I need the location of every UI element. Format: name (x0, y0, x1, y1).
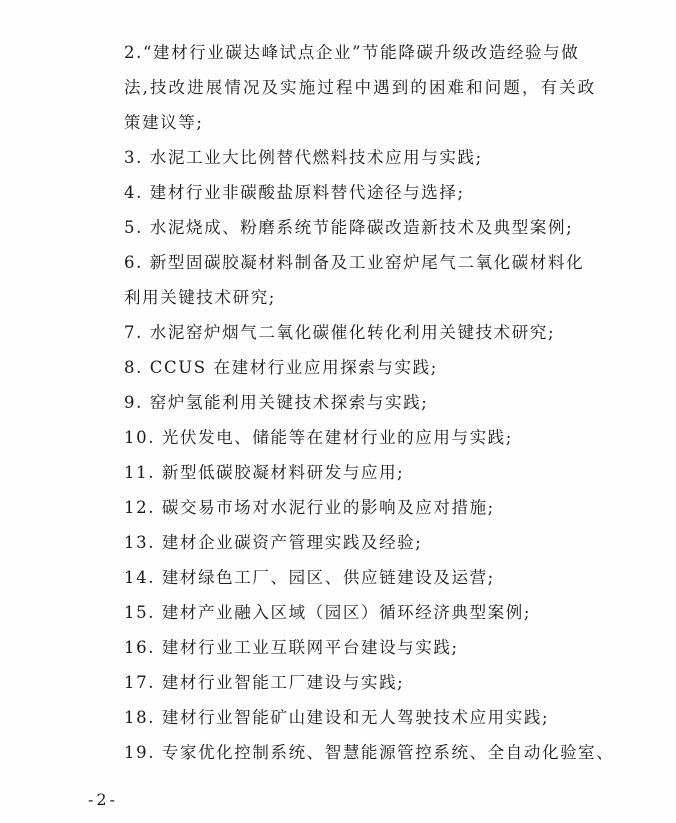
text-line-item-17: 17. 建材行业智能工厂建设与实践; (124, 673, 405, 692)
text-line-item-15: 15. 建材产业融入区域（园区）循环经济典型案例; (124, 603, 532, 622)
text-line-item-16: 16. 建材行业工业互联网平台建设与实践; (124, 638, 459, 657)
page-number: -2- (88, 790, 118, 809)
text-line-item-4: 4. 建材行业非碳酸盐原料替代途径与选择; (124, 183, 465, 202)
document-body (124, 38, 615, 773)
text-line-item-11: 11. 新型低碳胶凝材料研发与应用; (124, 463, 405, 482)
text-line-item-6b: 利用关键技术研究; (124, 288, 276, 307)
text-line-item-10: 10. 光伏发电、储能等在建材行业的应用与实践; (124, 428, 513, 447)
text-line-item-9: 9. 窑炉氢能利用关键技术探索与实践; (124, 393, 429, 412)
text-line-item-3: 3. 水泥工业大比例替代燃料技术应用与实践; (124, 148, 483, 167)
text-line-item-5: 5. 水泥烧成、粉磨系统节能降碳改造新技术及典型案例; (124, 218, 574, 237)
text-line-item-19: 19. 专家优化控制系统、智慧能源管控系统、全自动化验室、 (124, 743, 615, 762)
text-line-item-2b: 法,技改进展情况及实施过程中遇到的困难和问题，有关政 (124, 78, 597, 97)
text-line-item-13: 13. 建材企业碳资产管理实践及经验; (124, 533, 423, 552)
text-line-item-2c: 策建议等; (124, 113, 204, 132)
text-line-item-6a: 6. 新型固碳胶凝材料制备及工业窑炉尾气二氧化碳材料化 (124, 253, 585, 272)
text-line-item-7: 7. 水泥窑炉烟气二氧化碳催化转化利用关键技术研究; (124, 323, 556, 342)
text-line-item-12: 12. 碳交易市场对水泥行业的影响及应对措施; (124, 498, 495, 517)
text-line-item-18: 18. 建材行业智能矿山建设和无人驾驶技术应用实践; (124, 708, 550, 727)
text-line-item-2a: 2.“建材行业碳达峰试点企业”节能降碳升级改造经验与做 (124, 43, 580, 62)
text-line-item-14: 14. 建材绿色工厂、园区、供应链建设及运营; (124, 568, 495, 587)
text-line-item-8: 8. CCUS 在建材行业应用探索与实践; (124, 358, 438, 377)
